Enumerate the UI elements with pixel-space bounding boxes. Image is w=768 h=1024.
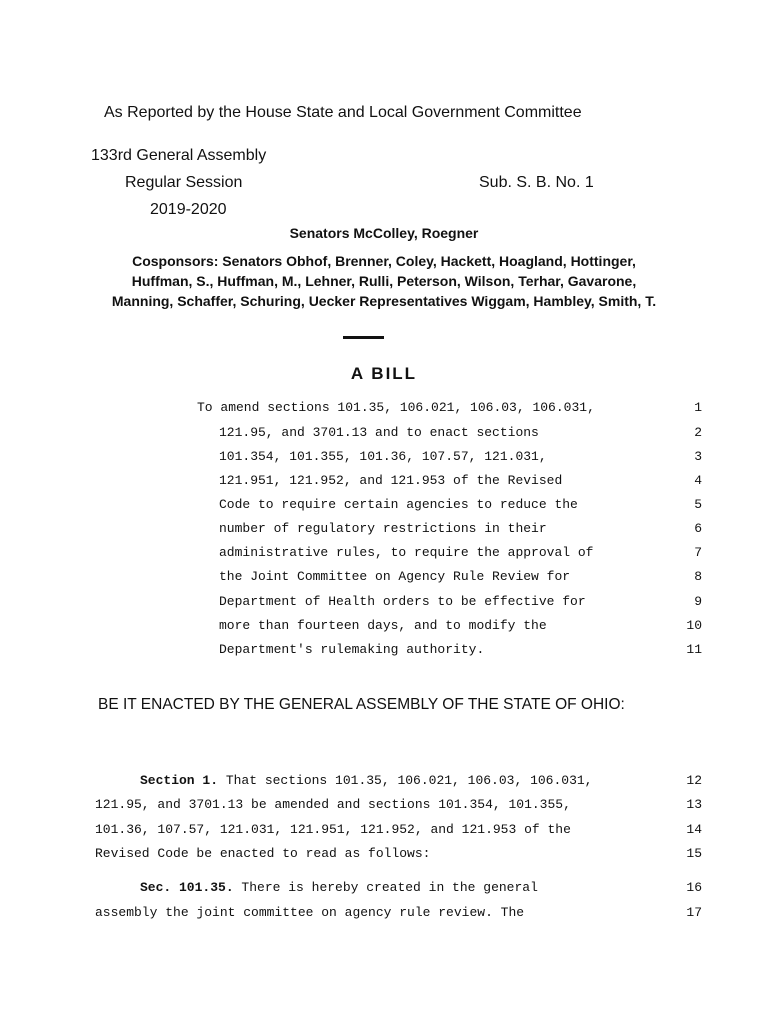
session: Regular Session xyxy=(125,174,243,191)
line-number: 11 xyxy=(686,642,702,657)
sec-101-35-line: Sec. 101.35. There is hereby created in the general xyxy=(140,880,538,895)
section-heading: Sec. 101.35. xyxy=(140,880,234,895)
sec-101-35-line: assembly the joint committee on agency rule review. The xyxy=(95,905,525,920)
line-number: 17 xyxy=(686,905,702,920)
cosponsors-line: Huffman, S., Huffman, M., Lehner, Rulli, Peterson, Wilson, Terhar, Gavarone, xyxy=(131,273,637,289)
title-line: the Joint Committee on Agency Rule Review for xyxy=(219,569,571,584)
line-number: 9 xyxy=(694,594,702,609)
cosponsors-line: Manning, Schaffer, Schuring, Uecker Representatives Wiggam, Hambley, Smith, T. xyxy=(111,293,657,309)
title-line: administrative rules, to require the approval of xyxy=(219,545,594,560)
cosponsors-line: Cosponsors: Senators Obhof, Brenner, Coley, Hackett, Hoagland, Hottinger, xyxy=(132,253,636,269)
session-years: 2019-2020 xyxy=(150,201,227,218)
line-number: 10 xyxy=(686,618,702,633)
title-line: Code to require certain agencies to reduce the xyxy=(219,497,578,512)
line-number: 3 xyxy=(694,449,702,464)
title-line: number of regulatory restrictions in their xyxy=(219,521,547,536)
sponsors: Senators McColley, Roegner xyxy=(289,225,479,241)
general-assembly: 133rd General Assembly xyxy=(91,147,267,164)
title-line: 121.95, and 3701.13 and to enact sections xyxy=(219,425,539,440)
line-number: 4 xyxy=(694,473,702,488)
bill-heading: A BILL xyxy=(350,364,418,383)
line-number: 15 xyxy=(686,846,702,861)
section-1-line: Section 1. That sections 101.35, 106.021, 106.03, 106.031, xyxy=(140,773,593,788)
reported-by-line: As Reported by the House State and Local Government Committee xyxy=(104,104,582,121)
line-number: 1 xyxy=(694,400,702,415)
section-1-line: 101.36, 107.57, 121.031, 121.951, 121.952, and 121.953 of the xyxy=(95,822,571,837)
title-line: Department's rulemaking authority. xyxy=(219,642,485,657)
title-line: more than fourteen days, and to modify the xyxy=(219,618,547,633)
title-line: To amend sections 101.35, 106.021, 106.03, 106.031, xyxy=(197,400,595,415)
line-number: 16 xyxy=(686,880,702,895)
cosponsors xyxy=(80,251,688,311)
divider-rule xyxy=(343,336,384,339)
line-number: 7 xyxy=(694,545,702,560)
section-1-line: 121.95, and 3701.13 be amended and sections 101.354, 101.355, xyxy=(95,797,571,812)
line-number: 13 xyxy=(686,797,702,812)
section-1-line: Revised Code be enacted to read as follows: xyxy=(95,846,431,861)
line-number: 8 xyxy=(694,569,702,584)
enacting-clause: BE IT ENACTED BY THE GENERAL ASSEMBLY OF THE STATE OF OHIO: xyxy=(98,696,625,713)
line-number: 6 xyxy=(694,521,702,536)
line-number: 14 xyxy=(686,822,702,837)
bill-number: Sub. S. B. No. 1 xyxy=(479,174,594,191)
line-number: 5 xyxy=(694,497,702,512)
section-heading: Section 1. xyxy=(140,773,219,788)
line-number: 2 xyxy=(694,425,702,440)
line-number: 12 xyxy=(686,773,702,788)
title-line: Department of Health orders to be effective for xyxy=(219,594,586,609)
title-line: 101.354, 101.355, 101.36, 107.57, 121.031, xyxy=(219,449,547,464)
title-line: 121.951, 121.952, and 121.953 of the Revised xyxy=(219,473,563,488)
